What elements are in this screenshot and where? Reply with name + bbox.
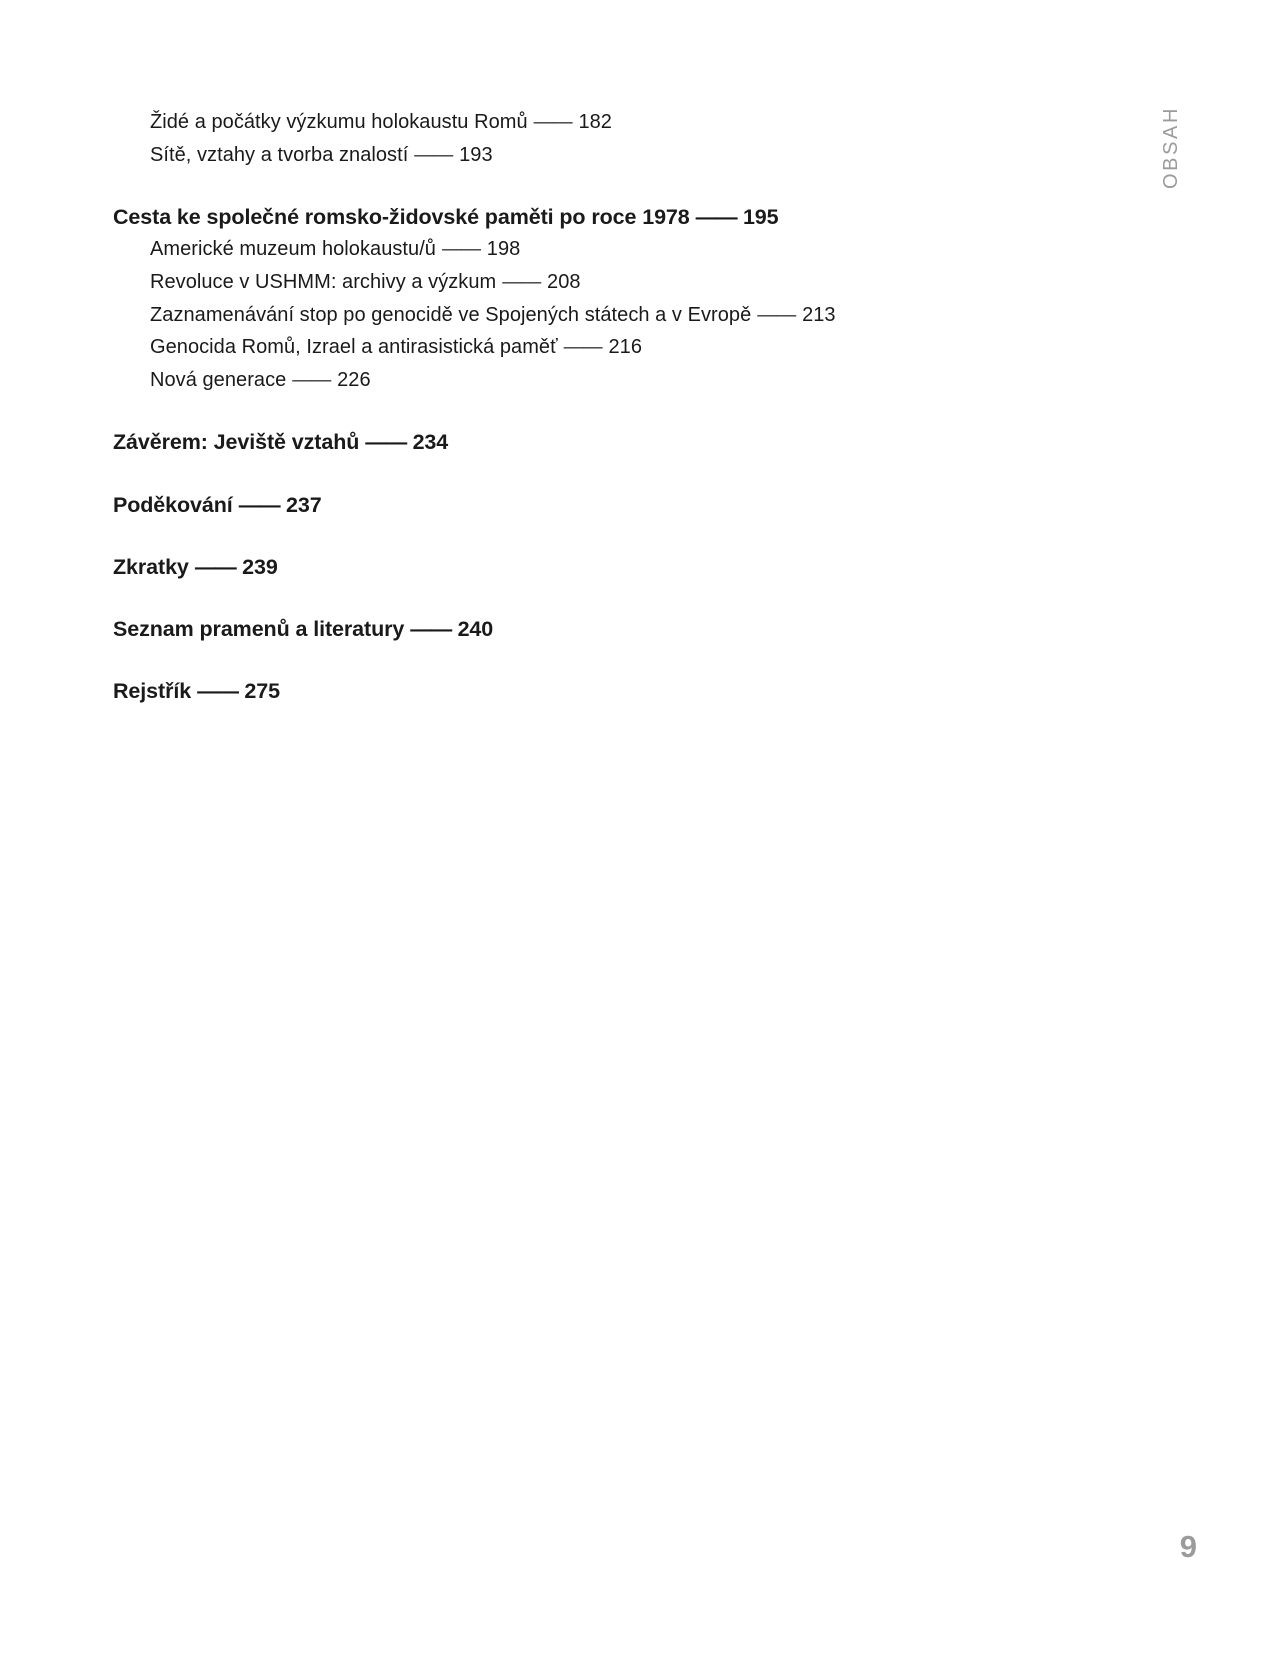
toc-entry-title: Poděkování (113, 492, 233, 517)
toc-entry-dash: —— (292, 368, 331, 391)
toc-entry-dash: —— (365, 430, 407, 455)
page-number: 9 (1179, 1529, 1197, 1564)
toc-group-gap (113, 521, 1013, 551)
toc-entry-dash: —— (194, 554, 236, 579)
toc-group-gap (113, 396, 1013, 426)
toc-entry-page-number: 234 (412, 430, 449, 455)
toc-entry-dash: —— (563, 336, 602, 359)
toc-entry-page-number: 182 (578, 111, 612, 133)
toc-group-gap (113, 459, 1013, 489)
toc-group-gap (113, 171, 1013, 201)
toc-group-continued-subentries (113, 106, 1013, 171)
toc-entry-title: Závěrem: Jeviště vztahů (113, 430, 360, 455)
toc-section-entry[interactable] (150, 299, 1013, 332)
toc-entry-title: Cesta ke společné romsko-židovské paměti po roce 1978 (113, 205, 690, 230)
toc-entry-dash: —— (238, 492, 280, 517)
toc-entry-title: Nová generace (150, 368, 287, 391)
toc-entry-dash: —— (533, 111, 572, 133)
toc-entry-dash: —— (502, 271, 541, 294)
toc-entry-page-number: 226 (337, 368, 371, 391)
toc-chapter-entry[interactable] (113, 613, 1013, 645)
running-head (1160, 0, 1183, 190)
toc-entry-title: Zaznamenávání stop po genocidě ve Spojených státech a v Evropě (150, 303, 752, 326)
toc-entry-title: Židé a počátky výzkumu holokaustu Romů (150, 111, 528, 133)
toc-entry-dash: —— (414, 143, 453, 166)
toc-entry-page-number: 193 (459, 143, 493, 166)
toc-entry-dash: —— (441, 238, 480, 261)
toc-entry-title: Genocida Romů, Izrael a antirasistická paměť (150, 336, 558, 359)
toc-entry-dash: —— (197, 679, 238, 704)
toc-group-rejstrik (113, 675, 1013, 707)
toc-group-zaverem (113, 426, 1013, 458)
toc-entry-page-number: 198 (486, 238, 521, 261)
toc-entry-title: Seznam pramenů a literatury (113, 617, 405, 642)
toc-group-zkratky (113, 551, 1013, 583)
table-of-contents (113, 106, 1013, 708)
toc-entry-page-number: 195 (742, 205, 779, 230)
toc-chapter-entry[interactable] (113, 675, 1013, 707)
toc-entry-page-number: 213 (802, 303, 836, 326)
toc-chapter-entry[interactable] (113, 551, 1013, 583)
toc-chapter-entry[interactable] (113, 426, 1013, 458)
toc-entry-page-number: 237 (286, 492, 322, 517)
toc-entry-page-number: 216 (608, 336, 642, 359)
toc-entry-page-number: 208 (547, 271, 581, 294)
toc-entry-title: Sítě, vztahy a tvorba znalostí (150, 143, 409, 166)
toc-section-entry[interactable] (150, 331, 1013, 364)
toc-section-entry[interactable] (150, 266, 1013, 299)
toc-group-podekovani (113, 489, 1013, 521)
toc-group-gap (113, 645, 1013, 675)
toc-entry-title: Rejstřík (113, 679, 192, 704)
toc-entry-title: Revoluce v USHMM: archivy a výzkum (150, 271, 497, 294)
running-head-label: OBSAH (1160, 106, 1182, 190)
toc-entry-title: Zkratky (113, 554, 189, 579)
toc-section-entry[interactable] (150, 139, 1013, 172)
toc-entry-page-number: 240 (457, 617, 494, 642)
toc-group-seznam-pramenu (113, 613, 1013, 645)
toc-entry-dash: —— (695, 205, 737, 230)
toc-group-gap (113, 583, 1013, 613)
toc-group-chapter-cesta (113, 201, 1013, 396)
toc-entry-dash: —— (410, 617, 452, 642)
toc-entry-dash: —— (757, 303, 796, 326)
toc-chapter-entry[interactable] (113, 201, 1013, 233)
toc-entry-page-number: 239 (242, 554, 278, 579)
toc-section-entry[interactable] (150, 106, 1013, 139)
toc-chapter-entry[interactable] (113, 489, 1013, 521)
toc-section-entry[interactable] (150, 364, 1013, 397)
toc-section-entry[interactable] (150, 233, 1013, 266)
toc-entry-title: Americké muzeum holokaustu/ů (150, 238, 436, 261)
toc-entry-page-number: 275 (244, 679, 280, 704)
